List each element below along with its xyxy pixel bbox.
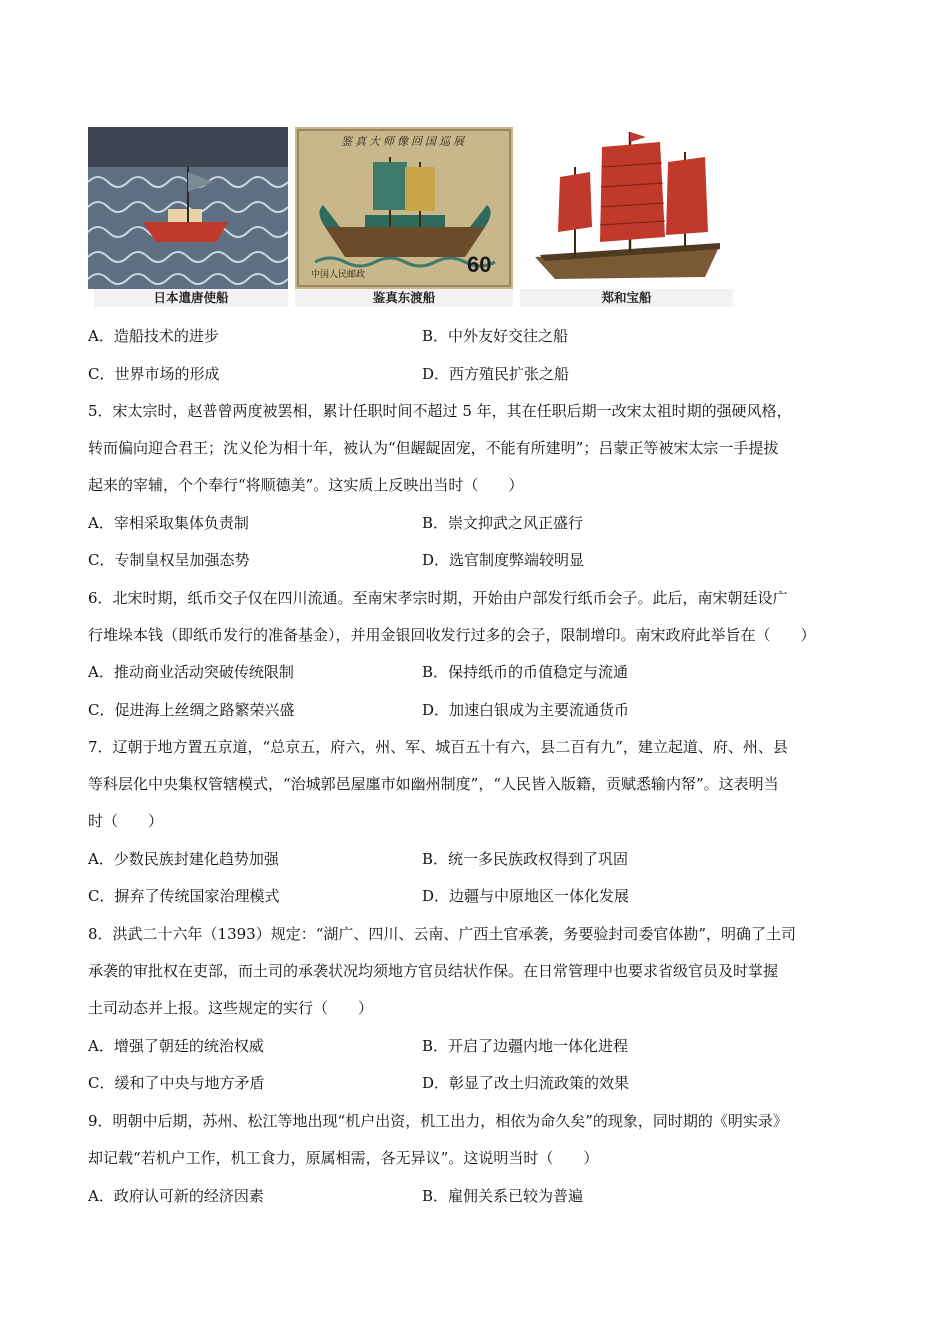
jianzhen-ship-stamp-figure [295,127,513,289]
q6-option-c[interactable]: C．促进海上丝绸之路繁荣兴盛 [88,701,295,719]
figure-caption-jianzhen-ship: 鉴真东渡船 [295,289,513,307]
q5-stem-line-1: 5．宋太宗时，赵普曾两度被罢相，累计任职时间不超过 5 年，其在任职后期一改宋太祖时期的强硬风格， [88,402,792,420]
q8-stem-line-3: 土司动态并上报。这些规定的实行（ ） [88,999,374,1017]
stamp-value: 60 [467,252,492,277]
q5-stem-line-3: 起来的宰辅，个个奉行“将顺德美”。这实质上反映出当时（ ） [88,476,524,494]
q5-option-c[interactable]: C．专制皇权呈加强态势 [88,551,250,569]
q7-stem-line-3: 时（ ） [88,812,164,830]
q5-stem-line-2: 转而偏向迎合君王；沈义伦为相十年，被认为“但龌龊固宠，不能有所建明”；吕蒙正等被宋太宗一手提拔 [88,439,779,457]
japanese-envoy-ship-image [88,127,288,289]
zhenghe-treasure-ship-image [520,127,733,289]
q8-option-a[interactable]: A．增强了朝廷的统治权威 [88,1037,264,1055]
q4-option-b[interactable]: B．中外友好交往之船 [422,327,569,345]
q5-option-b[interactable]: B．崇文抑武之风正盛行 [422,514,584,532]
q4-option-c[interactable]: C．世界市场的形成 [88,365,220,383]
ships-figure-row [88,127,733,307]
q8-stem-line-1: 8．洪武二十六年（1393）规定：“湖广、四川、云南、广西土官承袭，务要验封司委官体勘”，明确了土司 [88,925,797,943]
q7-option-b[interactable]: B．统一多民族政权得到了巩固 [422,850,629,868]
q6-option-d[interactable]: D．加速白银成为主要流通货币 [422,701,630,719]
q8-option-b[interactable]: B．开启了边疆内地一体化进程 [422,1037,629,1055]
figure-caption-japanese-ship: 日本遣唐使船 [94,289,288,307]
q5-option-d[interactable]: D．选官制度弊端较明显 [422,551,585,569]
q6-stem-line-2: 行堆垛本钱（即纸币发行的准备基金），并用金银回收发行过多的会子，限制增印。南宋政府此举旨在（ ） [88,626,816,644]
stamp-country: 中国人民邮政 [311,270,366,280]
japanese-envoy-ship-figure [88,127,288,289]
q4-option-a[interactable]: A．造船技术的进步 [88,327,219,345]
q6-option-b[interactable]: B．保持纸币的币值稳定与流通 [422,663,629,681]
q9-option-b[interactable]: B．雇佣关系已较为普遍 [422,1187,584,1205]
q7-option-d[interactable]: D．边疆与中原地区一体化发展 [422,887,630,905]
q5-option-a[interactable]: A．宰相采取集体负责制 [88,514,249,532]
stamp-title: 鉴真大师像回国巡展 [341,135,467,148]
q9-stem-line-2: 却记载“若机户工作，机工食力，原属相需，各无异议”。这说明当时（ ） [88,1149,599,1167]
q7-option-c[interactable]: C．摒弃了传统国家治理模式 [88,887,280,905]
q7-stem-line-2: 等科层化中央集权管辖模式，“治城郭邑屋廛市如幽州制度”，“人民皆入版籍，贡赋悉输内帑”。这表明当 [88,775,779,793]
zhenghe-treasure-ship-figure [520,127,733,289]
q8-option-c[interactable]: C．缓和了中央与地方矛盾 [88,1074,265,1092]
q9-option-a[interactable]: A．政府认可新的经济因素 [88,1187,264,1205]
q4-option-d[interactable]: D．西方殖民扩张之船 [422,365,570,383]
q9-stem-line-1: 9．明朝中后期，苏州、松江等地出现“机户出资，机工出力，相依为命久矣”的现象，同时期的《明实录》 [88,1112,788,1130]
q8-option-d[interactable]: D．彰显了改土归流政策的效果 [422,1074,630,1092]
q6-option-a[interactable]: A．推动商业活动突破传统限制 [88,663,294,681]
q7-option-a[interactable]: A．少数民族封建化趋势加强 [88,850,279,868]
q7-stem-line-1: 7．辽朝于地方置五京道，“总京五，府六，州、军、城百五十有六，县二百有九”，建立起道、府、州、县 [88,738,788,756]
q8-stem-line-2: 承袭的审批权在吏部，而土司的承袭状况均须地方官员结状作保。在日常管理中也要求省级官员及时掌握 [88,962,779,980]
q6-stem-line-1: 6．北宋时期，纸币交子仅在四川流通。至南宋孝宗时期，开始由户部发行纸币会子。此后，南宋朝廷设广 [88,589,788,607]
figure-caption-zhenghe-ship: 郑和宝船 [520,289,733,307]
